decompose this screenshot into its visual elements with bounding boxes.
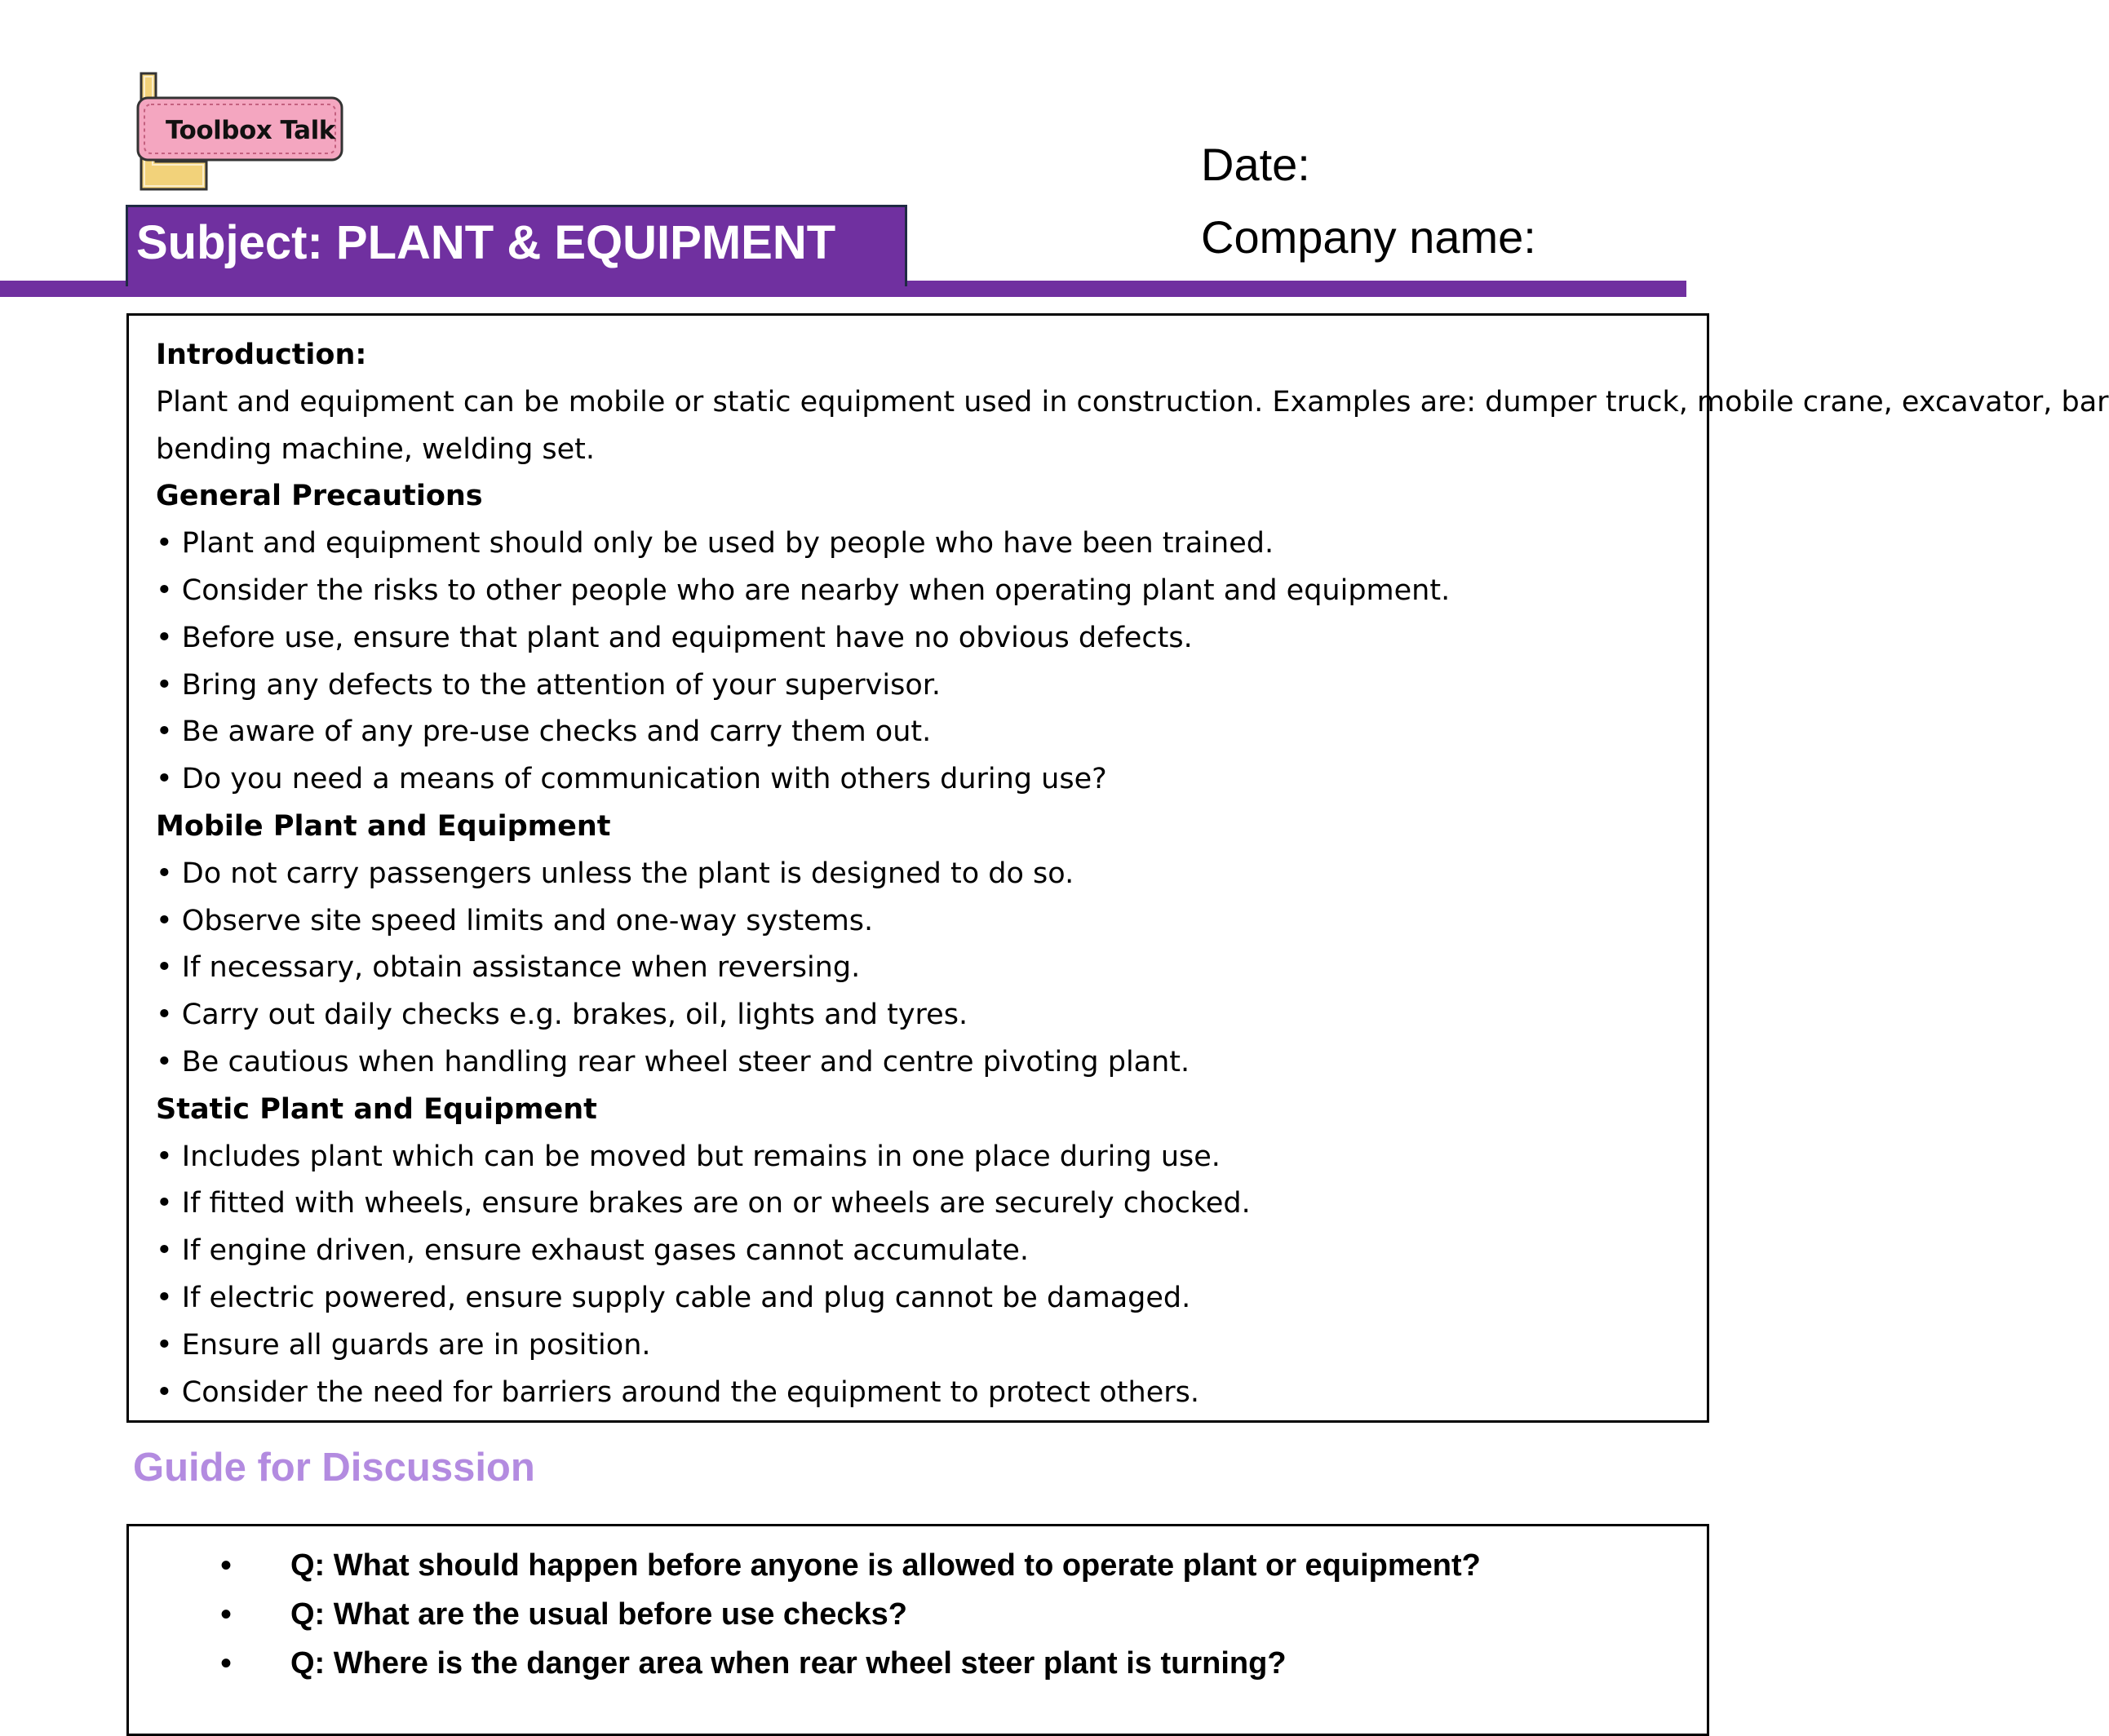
list-item: • Plant and equipment should only be used by people who have been trained. bbox=[156, 527, 1274, 560]
logo-text: Toolbox Talk bbox=[166, 116, 335, 145]
list-item: • If necessary, obtain assistance when reversing. bbox=[156, 951, 861, 985]
intro-heading: Introduction: bbox=[156, 339, 367, 371]
company-name-label: Company name: bbox=[1201, 211, 1536, 263]
subject-title: Subject: PLANT & EQUIPMENT bbox=[136, 216, 836, 269]
discussion-question bbox=[129, 1541, 1707, 1590]
list-item: • Do you need a means of communication with others during use? bbox=[156, 763, 1107, 796]
section-heading-static-plant: Static Plant and Equipment bbox=[156, 1092, 597, 1126]
discussion-questions-box bbox=[126, 1524, 1709, 1736]
section-heading-general-precautions: General Precautions bbox=[156, 480, 483, 513]
list-item: • Be cautious when handling rear wheel steer and centre pivoting plant. bbox=[156, 1045, 1190, 1078]
list-item: • Includes plant which can be moved but remains in one place during use. bbox=[156, 1140, 1221, 1173]
list-item: • If electric powered, ensure supply cable and plug cannot be damaged. bbox=[156, 1281, 1191, 1314]
list-item: • Do not carry passengers unless the plant is designed to do so. bbox=[156, 857, 1074, 890]
list-item: • Consider the need for barriers around the equipment to protect others. bbox=[156, 1375, 1200, 1409]
list-item: • If engine driven, ensure exhaust gases cannot accumulate. bbox=[156, 1234, 1030, 1268]
discussion-question bbox=[129, 1639, 1707, 1688]
discussion-question bbox=[129, 1590, 1707, 1639]
toolbox-talk-logo bbox=[135, 69, 347, 194]
bullet-icon: • bbox=[220, 1548, 233, 1583]
list-item: • If fitted with wheels, ensure brakes are on or wheels are securely chocked. bbox=[156, 1187, 1251, 1220]
list-item: • Bring any defects to the attention of your supervisor. bbox=[156, 668, 942, 702]
date-label: Date: bbox=[1201, 139, 1310, 190]
question-text: Q: Where is the danger area when rear wheel steer plant is turning? bbox=[290, 1646, 1287, 1681]
list-item: • Before use, ensure that plant and equipment have no obvious defects. bbox=[156, 621, 1193, 654]
question-text: Q: What should happen before anyone is allowed to operate plant or equipment? bbox=[290, 1548, 1481, 1583]
list-item: • Carry out daily checks e.g. brakes, oil, lights and tyres. bbox=[156, 999, 968, 1032]
guide-for-discussion-title: Guide for Discussion bbox=[133, 1446, 535, 1490]
intro-line: bending machine, welding set. bbox=[156, 432, 596, 466]
subject-banner bbox=[126, 205, 907, 286]
list-item: • Ensure all guards are in position. bbox=[156, 1328, 651, 1362]
list-item: • Observe site speed limits and one-way systems. bbox=[156, 904, 874, 937]
section-heading-mobile-plant: Mobile Plant and Equipment bbox=[156, 809, 611, 843]
question-text: Q: What are the usual before use checks? bbox=[290, 1597, 907, 1632]
bullet-icon: • bbox=[220, 1645, 233, 1681]
list-item: • Be aware of any pre-use checks and carry them out. bbox=[156, 715, 932, 749]
list-item: • Consider the risks to other people who are nearby when operating plant and equipment. bbox=[156, 574, 1451, 607]
talk-content-box bbox=[126, 313, 2109, 1423]
intro-line: Plant and equipment can be mobile or static equipment used in construction. Examples are: dumper truck, mobile crane, excavator, bar bbox=[156, 385, 2109, 418]
bullet-icon: • bbox=[220, 1596, 233, 1632]
